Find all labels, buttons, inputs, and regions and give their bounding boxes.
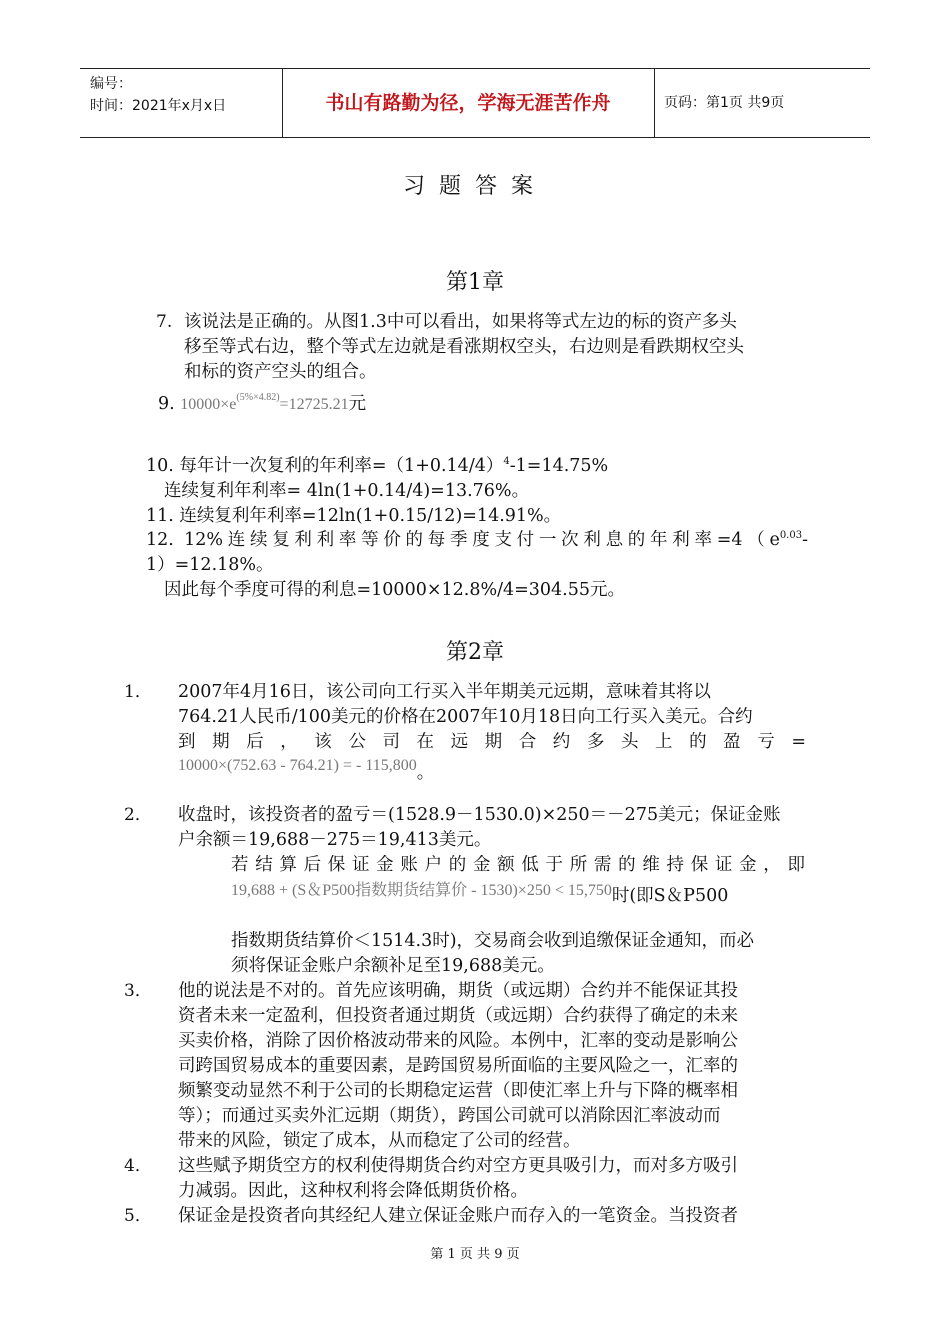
item-number: 5．	[124, 1206, 152, 1226]
ch2-item3-line: 带来的风险，锁定了成本，从而稳定了公司的经营。	[178, 1131, 581, 1151]
ch2-item2-line: 若结算后保证金账户的金额低于所需的维持保证金，即	[231, 855, 805, 875]
ch2-item1-line: 2007年4月16日，该公司向工行买入半年期美元远期，意味着其将以	[178, 682, 711, 702]
ch2-item1-line: 764.21人民币/100美元的价格在2007年10月18日向工行买入美元。合约	[178, 707, 753, 727]
document-date-label: 时间：2021年x月x日	[90, 98, 227, 114]
item-number: 9.	[158, 394, 175, 414]
ch1-item11: 11. 连续复利年利率=12ln(1+0.15/12)=14.91%。	[146, 506, 562, 526]
ch2-item1-formula-line: 10000×(752.63 - 764.21) = - 115,800。	[178, 757, 435, 783]
ch2-item2-line: 收盘时，该投资者的盈亏＝(1528.9－1530.0)×250＝－275美元；保证金账	[178, 805, 781, 825]
ch2-item3-line: 资者未来一定盈利，但投资者通过期货（或远期）合约获得了确定的未来	[178, 1006, 738, 1026]
ch1-item12-line1: 12. 12%连续复利利率等价的每季度支付一次利息的年利率$=4(e^{0.03}-$	[146, 530, 808, 550]
ch2-item3-line: 等）；而通过买卖外汇远期（期货），跨国公司就可以消除因汇率波动而	[178, 1106, 721, 1126]
header-divider	[654, 69, 655, 137]
ch1-item10-line2: 连续复利年利率= 4ln(1+0.14/4)=13.76%。	[164, 481, 530, 501]
ch2-item1-line: 到期后，该公司在远期合约多头上的盈亏=	[178, 732, 806, 752]
ch2-item2-formula: 19,688 + (S＆P500指数期货结算价 - 1530)×250 < 15,750	[231, 882, 612, 899]
ch2-item3-line: 频繁变动显然不利于公司的长期稳定运营（即使汇率上升与下降的概率相	[178, 1081, 738, 1101]
ch1-item9-unit: 元	[348, 394, 367, 414]
ch2-item2-line: 指数期货结算价＜1514.3时)，交易商会收到追缴保证金通知，而必	[231, 931, 755, 951]
header-page-label: 页码：第1页 共9页	[664, 95, 785, 111]
ch2-item1-formula: 10000×(752.63 - 764.21) = - 115,800	[178, 757, 417, 774]
ch2-item2-line: 须将保证金账户余额补足至19,688美元。	[231, 956, 555, 976]
ch2-item5-line: 保证金是投资者向其经纪人建立保证金账户而存入的一笔资金。当投资者	[178, 1206, 738, 1226]
ch2-item2-line: 户余额＝19,688－275＝19,413美元。	[178, 830, 492, 850]
item-number: 4．	[124, 1156, 152, 1176]
document-title: 习题答案	[402, 174, 547, 199]
ch1-item7-line: 和标的资产空头的组合。	[184, 362, 377, 382]
ch2-item3-line: 他的说法是不对的。首先应该明确，期货（或远期）合约并不能保证其投	[178, 981, 738, 1001]
document-number-label: 编号：	[90, 76, 132, 92]
header-motto: 书山有路勤为径，学海无涯苦作舟	[325, 92, 611, 114]
item-number: 1．	[124, 682, 152, 702]
item-number: 3．	[124, 981, 152, 1001]
chapter-2-heading: 第2章	[446, 640, 504, 665]
ch1-item12-line3: 因此每个季度可得的利息=10000×12.8%/4=304.55元。	[164, 580, 626, 600]
ch1-item9-formula: $10000\times e^{(5\%\times 4.82)}=12725.21$	[180, 392, 349, 413]
page-footer: 第 1 页 共 9 页	[430, 1247, 520, 1262]
ch1-item7-line: 移至等式右边，整个等式左边就是看涨期权空头，右边则是看跌期权空头	[184, 337, 744, 357]
ch1-item7-line: 该说法是正确的。从图1.3中可以看出，如果将等式左边的标的资产多头	[184, 312, 737, 332]
ch1-item12-line2: 1）=12.18%。	[146, 555, 274, 575]
item-number: 7.	[156, 312, 173, 332]
page-header	[80, 68, 870, 138]
ch2-item2-formula-line: 19,688 + (S＆P500指数期货结算价 - 1530)×250 < 15,750时(即S＆P500	[231, 882, 729, 906]
item-number: 2．	[124, 805, 152, 825]
ch1-item10-line1: 10. 每年计一次复利的年利率$=(1+0.14/4)^4-1=14.75\%$	[146, 456, 609, 476]
header-left	[90, 73, 226, 117]
ch2-item4-line: 力减弱。因此，这种权利将会降低期货价格。	[178, 1181, 528, 1201]
chapter-1-heading: 第1章	[446, 270, 504, 295]
ch2-item3-line: 买卖价格，消除了因价格波动带来的风险。本例中，汇率的变动是影响公	[178, 1031, 738, 1051]
ch2-item3-line: 司跨国贸易成本的重要因素，是跨国贸易所面临的主要风险之一，汇率的	[178, 1056, 738, 1076]
ch2-item4-line: 这些赋予期货空方的权利使得期货合约对空方更具吸引力，而对多方吸引	[178, 1156, 738, 1176]
ch1-item9	[158, 392, 366, 417]
